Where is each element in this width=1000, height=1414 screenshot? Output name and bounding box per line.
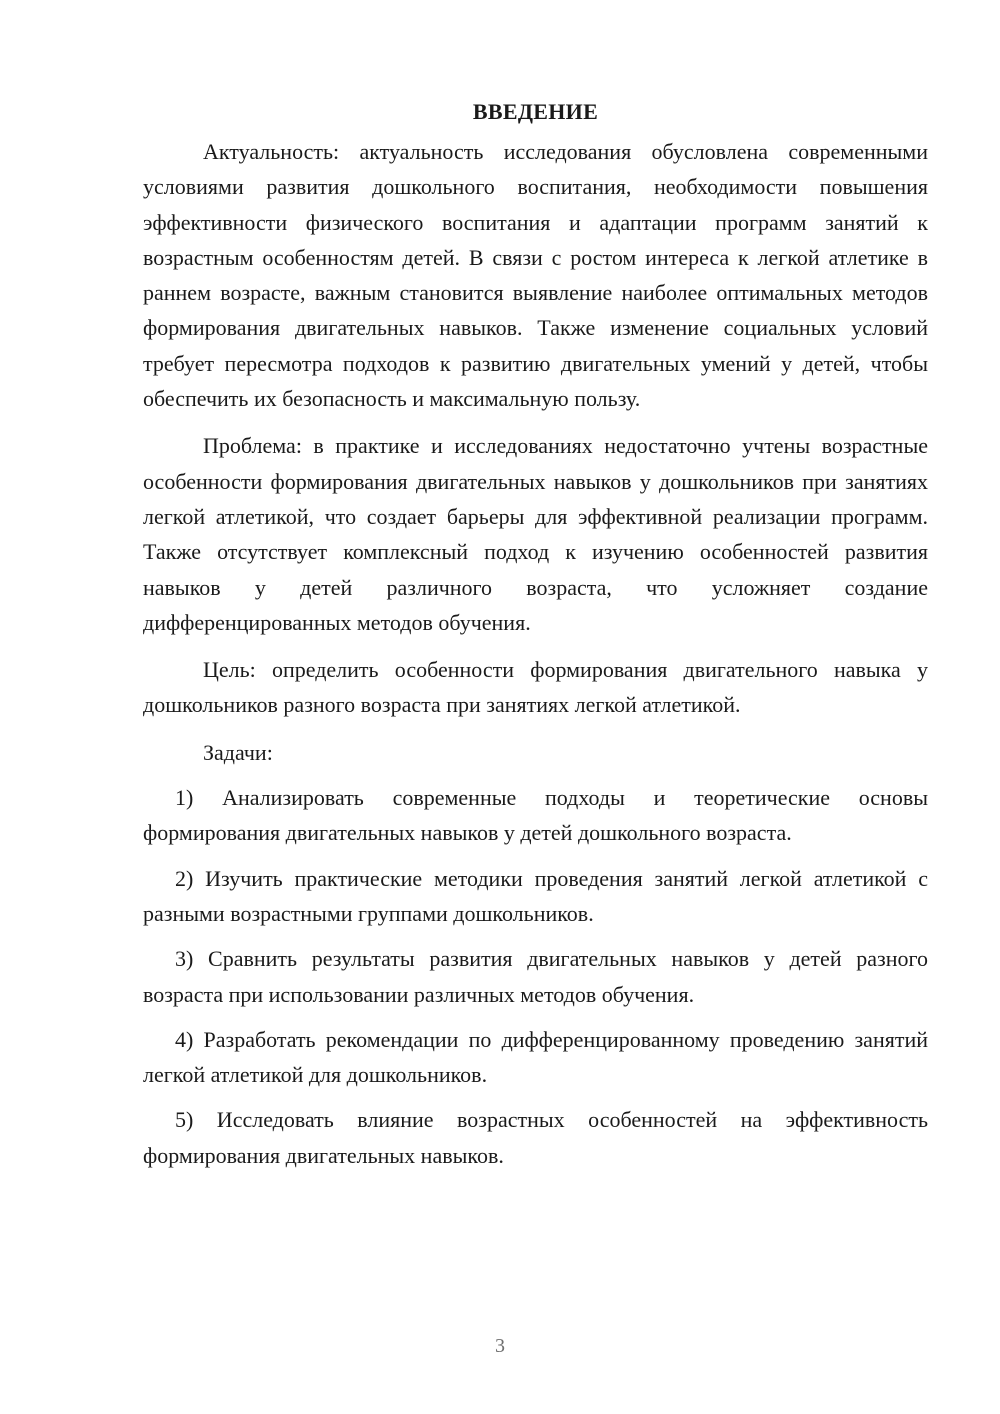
task-item: 1) Анализировать современные подходы и теоретические основы формирования двигательных навыков у детей дошкольного возраста. bbox=[143, 785, 928, 846]
paragraph-relevance: Актуальность: актуальность исследования обусловлена современными условиями развития дошкольного воспитания, необходимости повышения эффективности физического воспитания и адаптации программ занятий к возрастным особенностям детей. В связи с ростом интереса к легкой атлетике в раннем возрасте, важным становится выявление наиболее оптимальных методов формирования двигательных навыков. Также изменение социальных условий требует пересмотра подходов к развитию двигательных умений у детей, чтобы обеспечить их безопасность и максимальную пользу. bbox=[143, 139, 928, 412]
task-item: 2) Изучить практические методики проведения занятий легкой атлетикой с разными возрастными группами дошкольников. bbox=[143, 865, 928, 926]
task-item: 5) Исследовать влияние возрастных особенностей на эффективность формирования двигательных навыков. bbox=[143, 1107, 928, 1168]
paragraph-goal: Цель: определить особенности формирования двигательного навыка у дошкольников разного возраста при занятиях легкой атлетикой. bbox=[143, 657, 928, 718]
tasks-heading: Задачи: bbox=[203, 739, 273, 765]
paragraph-problem: Проблема: в практике и исследованиях недостаточно учтены возрастные особенности формирования двигательных навыков у дошкольников при занятиях легкой атлетикой, что создает барьеры для эффективной реализации программ. Также отсутствует комплексный подход к изучению особенностей развития навыков у детей различного возраста, что усложняет создание дифференцированных методов обучения. bbox=[143, 433, 928, 635]
page-content bbox=[143, 94, 928, 1183]
page-number: 3 bbox=[495, 1335, 505, 1357]
task-item: 3) Сравнить результаты развития двигательных навыков у детей разного возраста при использовании различных методов обучения. bbox=[143, 946, 928, 1007]
task-item: 4) Разработать рекомендации по дифференцированному проведению занятий легкой атлетикой для дошкольников. bbox=[143, 1026, 928, 1088]
section-title: ВВЕДЕНИЕ bbox=[472, 99, 599, 124]
